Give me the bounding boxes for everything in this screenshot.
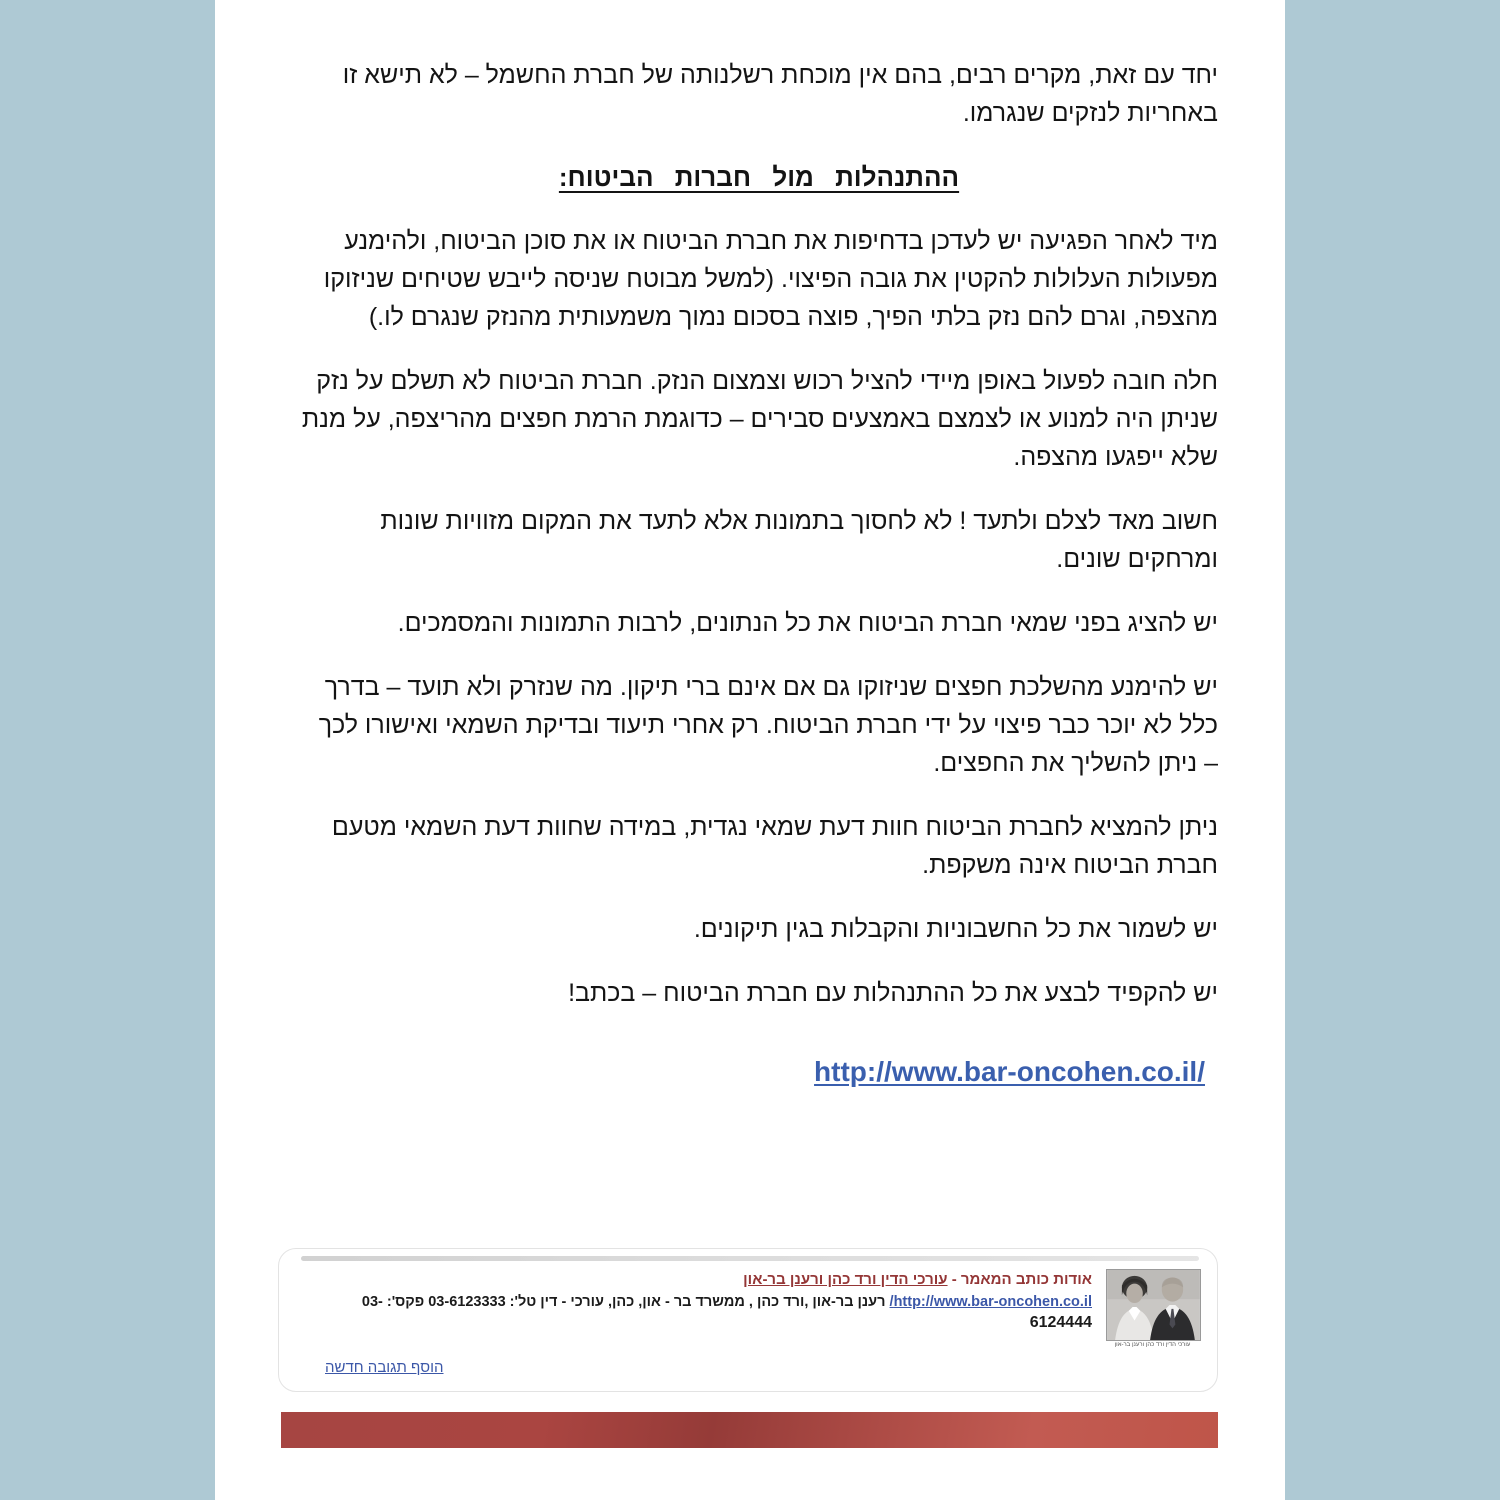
author-footer-box bbox=[278, 1248, 1218, 1392]
authors-photo bbox=[1106, 1269, 1201, 1341]
paragraph: יש להציג בפני שמאי חברת הביטוח את כל הנתונים, לרבות התמונות והמסמכים. bbox=[397, 609, 1218, 637]
footer-divider bbox=[301, 1256, 1199, 1261]
about-author-line bbox=[297, 1269, 1092, 1291]
footer-site-link[interactable]: http://www.bar-oncohen.co.il/ bbox=[889, 1294, 1092, 1310]
paragraph: חשוב מאד לצלם ולתעד ! לא לחסוך בתמונות אלא לתעד את המקום מזוויות שונות ומרחקים שונים. bbox=[380, 507, 1218, 573]
contact-line bbox=[297, 1291, 1092, 1313]
website-link[interactable]: http://www.bar-oncohen.co.il/ bbox=[814, 1056, 1205, 1087]
author-photo-block bbox=[1104, 1269, 1201, 1349]
add-comment-row bbox=[325, 1349, 1203, 1377]
paragraph: יש להקפיד לבצע את כל ההתנהלות עם חברת הביטוח – בכתב! bbox=[568, 979, 1218, 1007]
bottom-red-bar bbox=[281, 1412, 1218, 1448]
contact-details: רענן בר-און ,ורד כהן , ממשרד בר - און, כהן, עורכי - דין טל': 03-6123333 פקס': bbox=[382, 1294, 890, 1310]
paragraph: חלה חובה לפעול באופן מיידי להציל רכוש וצמצום הנזק. חברת הביטוח לא תשלם על נזק שניתן היה למנוע או לצמצם באמצעים סבירים – כדוגמת הרמת חפצים מהריצפה, על מנת שלא ייפגעו מהצפה. bbox=[301, 367, 1218, 471]
author-names-link[interactable]: עורכי הדין ורד כהן ורענן בר-און bbox=[743, 1271, 948, 1288]
paragraph: מיד לאחר הפגיעה יש לעדכן בדחיפות את חברת הביטוח או את סוכן הביטוח, ולהימנע מפעולות העלולות להקטין את גובה הפיצוי. (למשל מבוטח שניסה לייבש שטיחים שניזוקו מהצפה, וגרם להם נזק בלתי הפיך, פוצה בסכום נמוך משמעותית מהנזק שנגרם לו.) bbox=[323, 227, 1218, 331]
section-heading: ההתנהלות מול חברות הביטוח: bbox=[558, 162, 960, 192]
paragraph-intro: יחד עם זאת, מקרים רבים, בהם אין מוכחת רשלנותה של חברת החשמל – לא תישא זו באחריות לנזקים שנגרמו. bbox=[342, 61, 1218, 127]
paragraph: ניתן להמציא לחברת הביטוח חוות דעת שמאי נגדית, במידה שחוות דעת השמאי מטעם חברת הביטוח אינה משקפת. bbox=[331, 813, 1218, 879]
article-body bbox=[215, 0, 1285, 1012]
about-author-label: אודות כותב המאמר - bbox=[947, 1271, 1092, 1288]
paragraph: יש לשמור את כל החשבוניות והקבלות בגין תיקונים. bbox=[693, 915, 1218, 943]
fax-prefix: 03- bbox=[361, 1294, 383, 1310]
paragraph: יש להימנע מהשלכת חפצים שניזוקו גם אם אינם ברי תיקון. מה שנזרק ולא תועד – בדרך כלל לא יוכר כבר פיצוי על ידי חברת הביטוח. רק אחרי תיעוד ובדיקת השמאי ואישורו לכך – ניתן להשליך את החפצים. bbox=[318, 673, 1218, 777]
article-link-row bbox=[814, 1056, 1205, 1088]
footer-text bbox=[297, 1269, 1092, 1333]
photo-caption: עורכי הדין ורד כהן ורענן בר-און bbox=[1114, 1342, 1191, 1348]
fax-number-wrap: 6124444 bbox=[1029, 1314, 1092, 1331]
document-paper bbox=[215, 0, 1285, 1500]
add-comment-link[interactable]: הוסף תגובה חדשה bbox=[325, 1359, 444, 1376]
